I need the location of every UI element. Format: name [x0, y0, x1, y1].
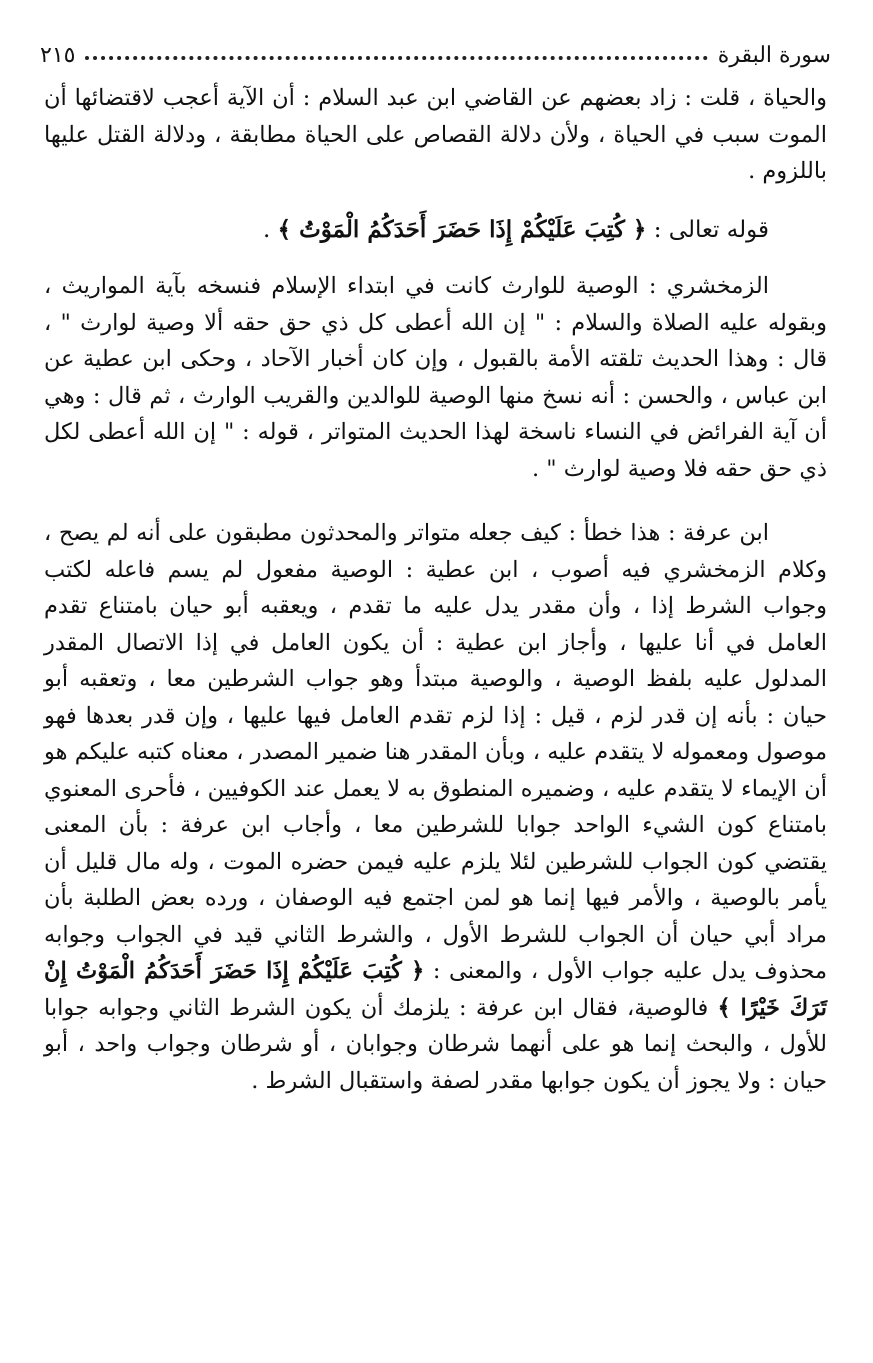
verse-end-punctuation: .	[262, 216, 278, 243]
paragraph-zamakhshari: الزمخشري : الوصية للوارث كانت في ابتداء الإسلام فنسخه بآية المواريث ، وبقوله عليه الصلاة والسلام : " إن الله أعطى كل ذي حق حقه ألا وصية لوارث " ، قال : وهذا الحديث تلقته الأمة بالقبول ، وإن كان أخبار الآحاد ، وحكى ابن عطية عن ابن عباس ، والحسن : أنه نسخ منها الوصية للوالدين والقريب الوارث ، ثم قال : وهي أن آية الفرائض في النساء ناسخة لهذا الحديث المتواتر ، قوله : " إن الله أعطى لكل ذي حق حقه فلا وصية لوارث " .	[44, 273, 827, 482]
paragraph-continuation: والحياة ، قلت : زاد بعضهم عن القاضي ابن عبد السلام : أن الآية أعجب لاقتضائها أن الموت سبب في الحياة ، ولأن دلالة القصاص على الحياة مطابقة ، ودلالة القتل عليها باللزوم .	[44, 85, 827, 184]
paragraph-ibn-arafa-part2: فالوصية، فقال ابن عرفة : يلزمك أن يكون الشرط الثاني وجوابه جوابا للأول ، والبحث إنما هو على أنهما شرطان وجوابان ، أو شرطان وجواب واحد ، أبو حيان : ولا يجوز أن يكون جوابها مقدر لصفة واستقبال الشرط .	[44, 994, 827, 1094]
quran-verse-2: ﴿ كُتِبَ عَلَيْكُمْ إِذَا حَضَرَ أَحَدَكُمُ الْمَوْتُ إِنْ تَرَكَ خَيْرًا ﴾	[44, 958, 827, 1021]
header-dotted-leader	[85, 56, 707, 60]
paragraph-ibn-arafa	[44, 515, 827, 1099]
verse-intro: قوله تعالى :	[646, 216, 769, 243]
page-number: ٢١٥	[40, 42, 76, 68]
paragraph-ibn-arafa-part1: ابن عرفة : هذا خطأ : كيف جعله متواتر والمحدثون مطبقون على أنه لم يصح ، وكلام الزمخشري فيه أصوب ، ابن عطية : الوصية مفعول لم يسم فاعله لكتب وجواب الشرط إذا ، وأن مقدر يدل عليه ما تقدم ، ويعقبه أبو حيان بامتناع تقدم العامل في أنا عليها ، وأجاز ابن عطية : أن يكون العامل في إذا الاتصال المقدر المدلول عليه بلفظ الوصية ، والوصية مبتدأ وهو جواب الشرطين معا ، وتعقبه أبو حيان : بأنه إن قدر لزم ، قيل : إذا لزم تقدم العامل فيها عليها ، وإن قدر بعدها فهو موصول ومعموله لا يتقدم عليه ، وبأن المقدر هنا ضمير المصدر ، معناه كتبه عليكم هو أن الإيماء لا يتقدم عليه ، وضميره المنطوق به لا يعمل عند الكوفيين ، فأحرى المعنوي بامتناع كون الشيء الواحد جوابا للشرطين معا ، وأجاب ابن عرفة : بأن المعنى يقتضي كون الجواب للشرطين لئلا يلزم عليه فيمن حضره الموت ، وله مال قليل أن يأمر بالوصية ، والأمر فيها إنما هو لمن اجتمع فيه الوصفان ، ورده بعض الطلبة بأن مراد أبي حيان أن الجواب للشرط الأول ، والشرط الثاني قيد في الجواب وجوابه محذوف يدل عليه جواب الأول ، والمعنى :	[44, 520, 828, 984]
quran-verse: ﴿ كُتِبَ عَلَيْكُمْ إِذَا حَضَرَ أَحَدَكُمُ الْمَوْتُ ﴾	[277, 215, 647, 243]
paragraph-verse-heading	[44, 212, 827, 249]
page-body	[44, 80, 827, 1099]
page-header	[40, 38, 831, 72]
running-title: سورة البقرة	[717, 42, 831, 68]
